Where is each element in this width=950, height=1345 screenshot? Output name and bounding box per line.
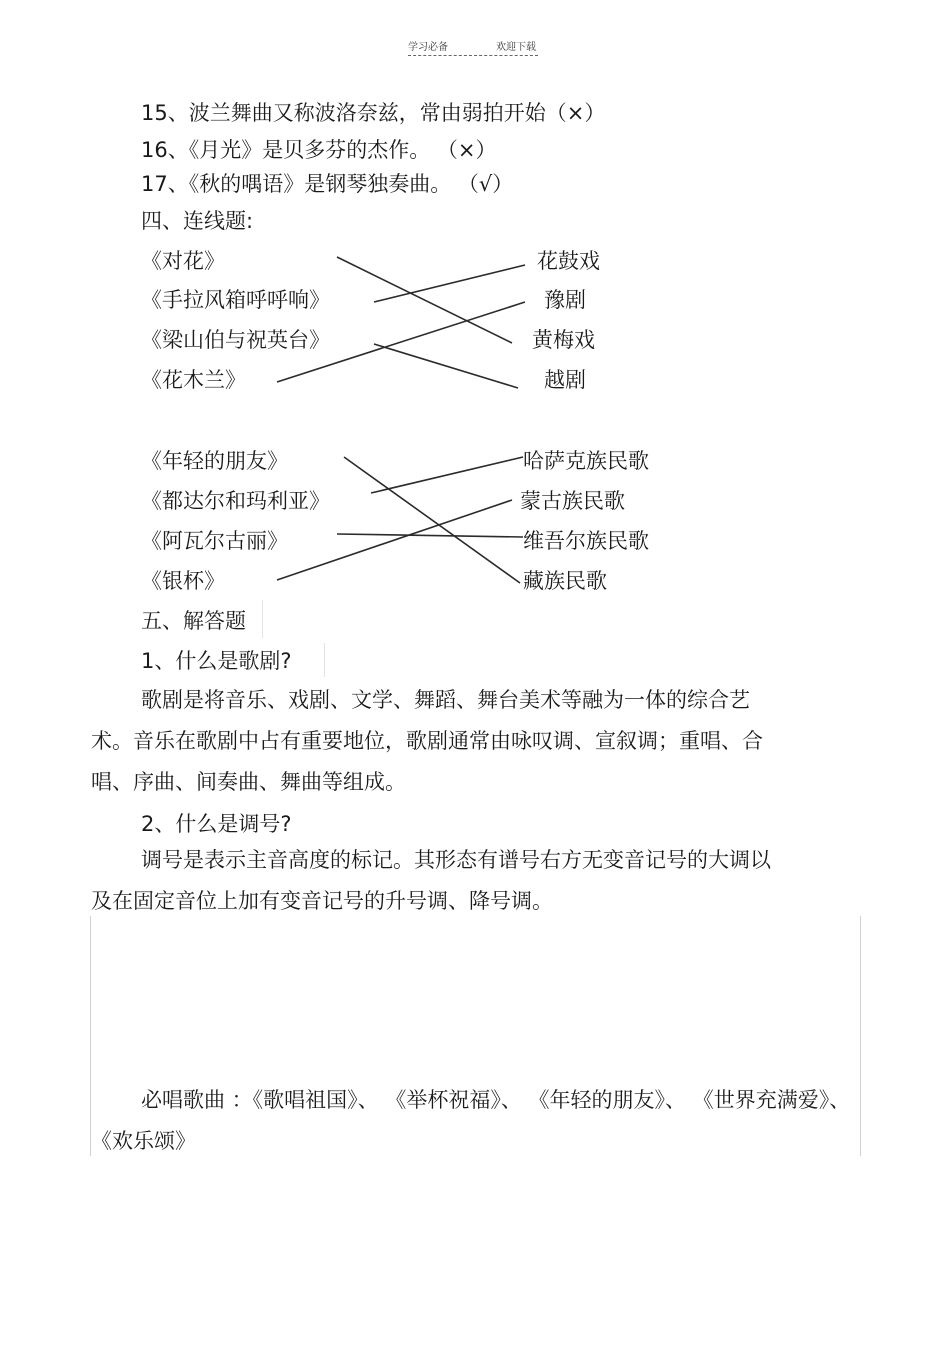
- section5-title: 五、解答题: [141, 609, 246, 633]
- match1-left-2: 《手拉风箱呼呼响》: [141, 288, 330, 312]
- header-left: 学习必备: [408, 42, 448, 53]
- match2-right-1: 哈萨克族民歌: [523, 449, 649, 473]
- connector-2c: [337, 534, 523, 537]
- connector-2b: [371, 457, 523, 493]
- match2-right-2: 蒙古族民歌: [520, 489, 625, 513]
- frame-right: [860, 916, 861, 1156]
- connector-1a: [337, 257, 512, 343]
- match2-left-1: 《年轻的朋友》: [141, 449, 288, 473]
- question-1: 1、什么是歌剧?: [141, 649, 292, 673]
- answer-1: 歌剧是将音乐、戏剧、文学、舞蹈、舞台美术等融为一体的综合艺术。音乐在歌剧中占有重要地位，歌剧通常由咏叹调、宣叙调；重唱、合唱、序曲、间奏曲、舞曲等组成。: [91, 688, 763, 794]
- match1-right-3: 黄梅戏: [532, 328, 595, 352]
- section4-title: 四、连线题:: [141, 209, 254, 233]
- match1-left-1: 《对花》: [141, 249, 225, 273]
- connector-1d: [277, 302, 525, 382]
- answer-2: 调号是表示主音高度的标记。其形态有谱号右方无变音记号的大调以及在固定音位上加有变音记号的升号调、降号调。: [91, 848, 771, 913]
- match1-right-4: 越剧: [544, 368, 586, 392]
- match2-left-4: 《银杯》: [141, 569, 225, 593]
- header-right: 欢迎下载: [496, 42, 536, 53]
- match2-left-3: 《阿瓦尔古丽》: [141, 529, 288, 553]
- tf-item-15: 15、波兰舞曲又称波洛奈兹，常由弱拍开始（×）: [141, 101, 606, 125]
- required-songs: 必唱歌曲 ：《歌唱祖国》、 《举杯祝福》、 《年轻的朋友》、 《世界充满爱》、《欢乐颂》: [91, 1088, 851, 1153]
- match2-left-2: 《都达尔和玛利亚》: [141, 489, 330, 513]
- match2-right-3: 维吾尔族民歌: [523, 529, 649, 553]
- match1-left-4: 《花木兰》: [141, 368, 246, 392]
- question-2: 2、什么是调号?: [141, 812, 292, 836]
- tf-item-17: 17、《秋的喁语》是钢琴独奏曲。 （√）: [141, 172, 514, 196]
- match2-right-4: 藏族民歌: [523, 569, 607, 593]
- connector-1b: [374, 265, 525, 302]
- connector-2a: [344, 457, 520, 583]
- match1-right-1: 花鼓戏: [537, 249, 600, 273]
- tf-item-16: 16、《月光》是贝多芬的杰作。 （×）: [141, 138, 497, 162]
- match1-right-2: 豫剧: [544, 288, 586, 312]
- connector-1c: [374, 344, 518, 388]
- connector-2d: [277, 500, 512, 580]
- match1-left-3: 《梁山伯与祝英台》: [141, 328, 330, 352]
